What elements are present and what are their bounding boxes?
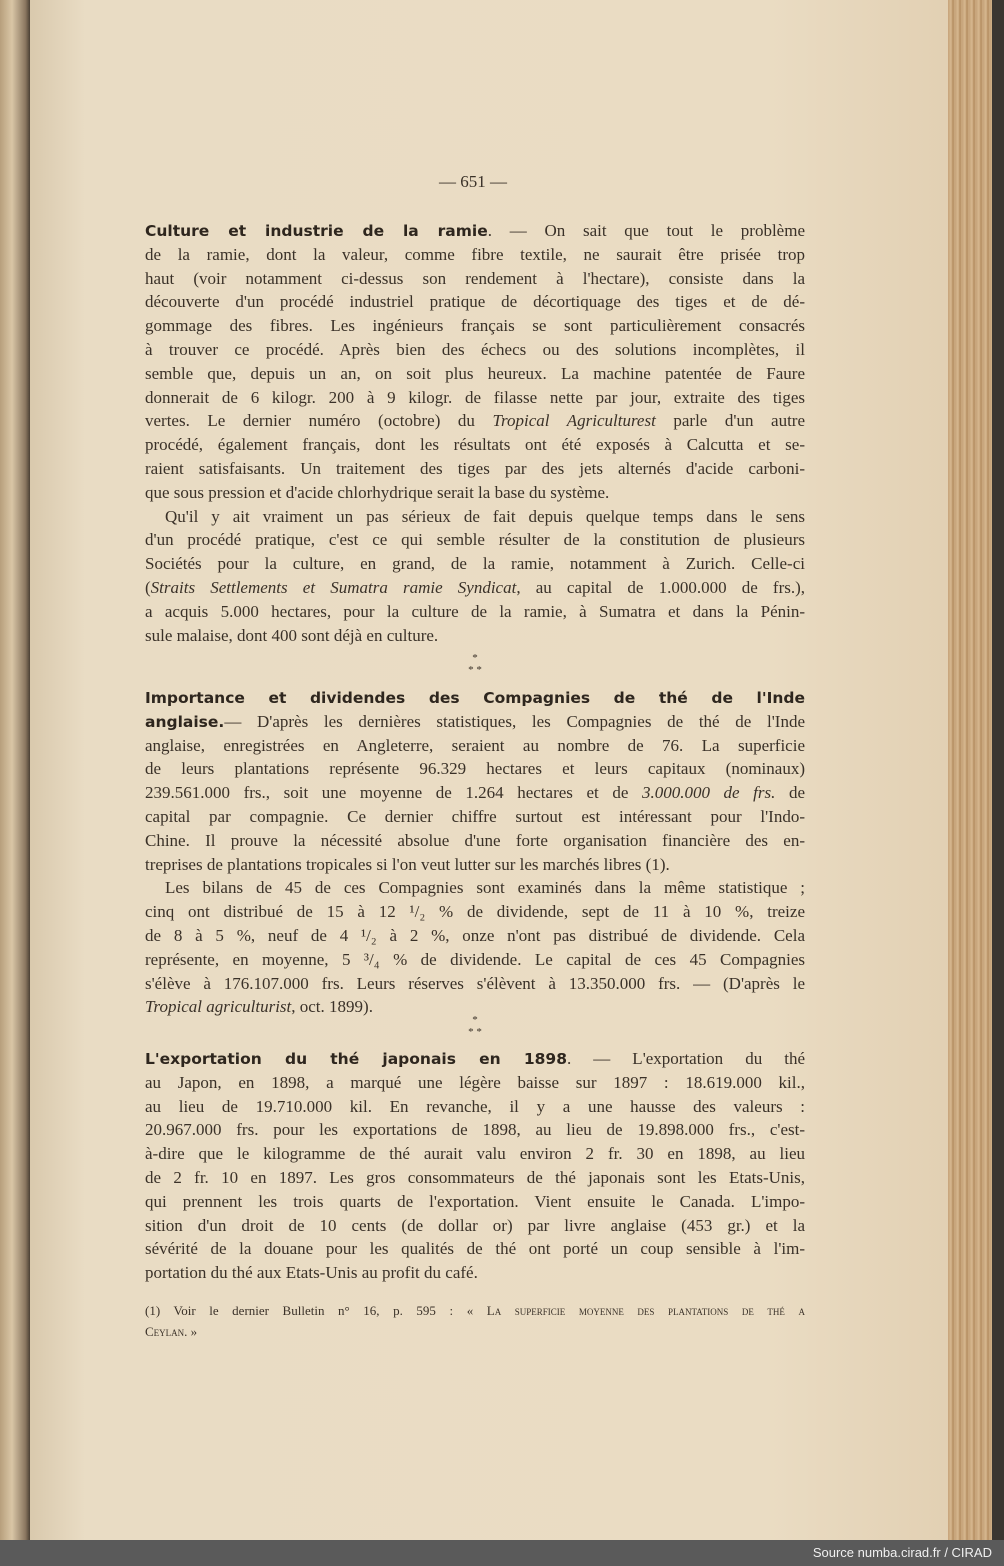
source-credit: Source numba.cirad.fr / CIRAD <box>812 1545 992 1560</box>
text-segment: de <box>775 783 806 803</box>
text-line <box>145 1237 805 1261</box>
text-segment: a acquis 5.000 hectares, pour la culture de la ramie, à Sumatra et dans la Pénin- <box>145 601 805 621</box>
text-segment: représente, en moyenne, 5 ³/₄ % de dividende. Le capital de ces 45 Compagnies <box>145 949 805 969</box>
text-segment: à trouver ce procédé. Après bien des échecs ou des solutions incomplètes, il <box>145 339 805 359</box>
text-line <box>145 528 805 552</box>
text-segment: qui prennent les trois quarts de l'exportation. Vient ensuite le Canada. L'impo- <box>145 1191 805 1211</box>
text-segment: Chine. Il prouve la nécessité absolue d'une forte organisation financière des en- <box>145 830 805 850</box>
section-separator: * * * <box>468 652 482 676</box>
text-segment: de 8 à 5 %, neuf de 4 ¹/₂ à 2 %, onze n'ont pas distribué de dividende. Cela <box>145 925 805 945</box>
text-segment: Ceylan. » <box>145 1324 198 1339</box>
section-the-inde <box>145 686 805 1019</box>
text-line <box>145 505 805 529</box>
text-line <box>145 624 805 648</box>
text-line <box>145 1190 805 1214</box>
text-line <box>145 1166 805 1190</box>
text-line <box>145 686 805 710</box>
text-line <box>145 1071 805 1095</box>
text-line <box>145 1047 805 1071</box>
text-line <box>145 900 805 924</box>
text-segment: ( <box>145 577 151 597</box>
text-line <box>145 481 805 505</box>
section-separator: * * * <box>468 1014 482 1038</box>
text-segment: La superficie moyenne des plantations de thé a <box>486 1303 805 1318</box>
italic-text: Tropical agriculturist <box>145 997 292 1017</box>
text-line <box>145 600 805 624</box>
text-segment: semble que, depuis un an, on soit plus heureux. La machine patentée de Faure <box>145 363 805 383</box>
text-line <box>145 924 805 948</box>
text-segment: procédé, également français, dont les résultats ont été exposés à Calcutta et se- <box>145 435 805 455</box>
text-line <box>145 290 805 314</box>
text-segment: de leurs plantations représente 96.329 hectares et leurs capitaux (nominaux) <box>145 759 805 779</box>
section-the-japonais <box>145 1047 805 1285</box>
text-segment: Sociétés pour la culture, en grand, de la ramie, notamment à Zurich. Celle-ci <box>145 554 805 574</box>
text-line <box>145 552 805 576</box>
text-segment: gommage des fibres. Les ingénieurs français se sont particulièrement consacrés <box>145 316 805 336</box>
text-segment: portation du thé aux Etats-Unis au profit du café. <box>145 1263 478 1283</box>
text-segment: à-dire que le kilogramme de thé aurait valu environ 2 fr. 30 en 1898, au lieu <box>145 1144 805 1164</box>
italic-text: Tropical Agriculturest <box>492 411 656 431</box>
text-segment: raient satisfaisants. Un traitement des tiges par des jets alternés d'acide carboni- <box>145 458 805 478</box>
page-number: — 651 — <box>439 172 507 191</box>
text-line <box>145 433 805 457</box>
section-heading: Culture et industrie de la ramie <box>145 222 488 240</box>
text-segment: capital par compagnie. Ce dernier chiffre surtout est intéressant pour l'Indo- <box>145 806 805 826</box>
text-segment: haut (voir notamment ci-dessus son rendement à l'hectare), consiste dans la <box>145 268 805 288</box>
text-segment: vertes. Le dernier numéro (octobre) du <box>145 411 493 431</box>
text-line <box>145 338 805 362</box>
section-ramie <box>145 219 805 647</box>
text-segment: au lieu de 19.710.000 kil. En revanche, il y a une hausse des valeurs : <box>145 1096 805 1116</box>
text-segment: 239.561.000 frs., soit une moyenne de 1.264 hectares et de <box>145 783 642 803</box>
text-segment: anglaise, enregistrées en Angleterre, seraient au nombre de 76. La superficie <box>145 735 805 755</box>
section-heading: anglaise. <box>145 712 225 731</box>
text-line <box>145 219 805 243</box>
text-line <box>145 243 805 267</box>
text-segment: donnerait de 6 kilogr. 200 à 9 kilogr. de filasse nette par jour, extraite des tiges <box>145 387 805 407</box>
text-line <box>145 757 805 781</box>
text-segment: découverte d'un procédé industriel pratique de décortiquage des tiges et de dé- <box>145 292 805 312</box>
text-segment: . — L'exportation du thé <box>567 1049 805 1068</box>
text-line <box>145 1300 805 1321</box>
section-heading: L'exportation du thé japonais en 1898 <box>145 1050 567 1068</box>
text-line <box>145 710 805 734</box>
text-line <box>145 1118 805 1142</box>
background-edge <box>992 0 1004 1540</box>
text-line <box>145 829 805 853</box>
text-line <box>145 972 805 996</box>
text-segment: . — On sait que tout le problème <box>487 221 805 240</box>
text-segment: sévérité de la douane pour les qualités de thé ont porté un coup sensible à l'im- <box>145 1239 805 1259</box>
text-segment: — D'après les dernières statistiques, les Compagnies de thé de l'Inde <box>224 711 805 731</box>
text-segment: sule malaise, dont 400 sont déjà en culture. <box>145 625 439 645</box>
text-segment: , oct. 1899). <box>291 997 373 1017</box>
text-segment: cinq ont distribué de 15 à 12 ¹/₂ % de dividende, sept de 11 à 10 %, treize <box>145 902 805 922</box>
text-line <box>145 1214 805 1238</box>
text-line <box>145 853 805 877</box>
text-line <box>145 734 805 758</box>
text-line <box>145 948 805 972</box>
text-segment: Qu'il y ait vraiment un pas sérieux de fait depuis quelque temps dans le sens <box>165 506 805 526</box>
text-line <box>145 805 805 829</box>
text-segment: Les bilans de 45 de ces Compagnies sont examinés dans la même statistique ; <box>165 878 805 898</box>
left-page-edge <box>0 0 30 1540</box>
italic-text: Straits Settlements et Sumatra ramie Syndicat <box>150 577 517 597</box>
text-segment: de 2 fr. 10 en 1897. Les gros consommateurs de thé japonais sont les Etats-Unis, <box>145 1167 805 1187</box>
text-line <box>145 576 805 600</box>
text-segment: de la ramie, dont la valeur, comme fibre textile, ne saurait être prisée trop <box>145 244 805 264</box>
text-line <box>145 876 805 900</box>
page-stack-edges <box>948 0 992 1540</box>
footnote <box>145 1300 805 1342</box>
text-line <box>145 267 805 291</box>
text-segment: treprises de plantations tropicales si l'on veut lutter sur les marchés libres (1). <box>145 854 670 874</box>
text-segment: 20.967.000 frs. pour les exportations de 1898, au lieu de 19.898.000 frs., c'est- <box>145 1120 805 1140</box>
text-segment: au Japon, en 1898, a marqué une légère baisse sur 1897 : 18.619.000 kil., <box>145 1072 805 1092</box>
text-line <box>145 1142 805 1166</box>
text-segment: , au capital de 1.000.000 de frs.), <box>516 577 806 597</box>
text-segment: s'élève à 176.107.000 frs. Leurs réserves s'élèvent à 13.350.000 frs. — (D'après le <box>145 973 805 993</box>
italic-text: 3.000.000 de frs. <box>641 783 776 803</box>
text-line <box>145 1321 805 1342</box>
text-line <box>145 781 805 805</box>
section-heading: Importance et dividendes des Compagnies de thé de l'Inde <box>145 689 805 707</box>
source-bar <box>0 1540 1004 1566</box>
text-line <box>145 1261 805 1285</box>
text-line <box>145 386 805 410</box>
text-line <box>145 314 805 338</box>
text-line <box>145 362 805 386</box>
text-line <box>145 457 805 481</box>
text-segment: que sous pression et d'acide chlorhydrique serait la base du système. <box>145 482 610 502</box>
text-segment: d'un procédé pratique, c'est ce qui semble résulter de la constitution de plusieurs <box>145 530 805 550</box>
text-line <box>145 1095 805 1119</box>
text-segment: (1) Voir le dernier Bulletin n° 16, p. 595 : « <box>145 1303 487 1318</box>
text-segment: sition d'un droit de 10 cents (de dollar or) par livre anglaise (453 gr.) et la <box>145 1215 805 1235</box>
text-line <box>145 409 805 433</box>
text-segment: parle d'un autre <box>655 411 805 431</box>
